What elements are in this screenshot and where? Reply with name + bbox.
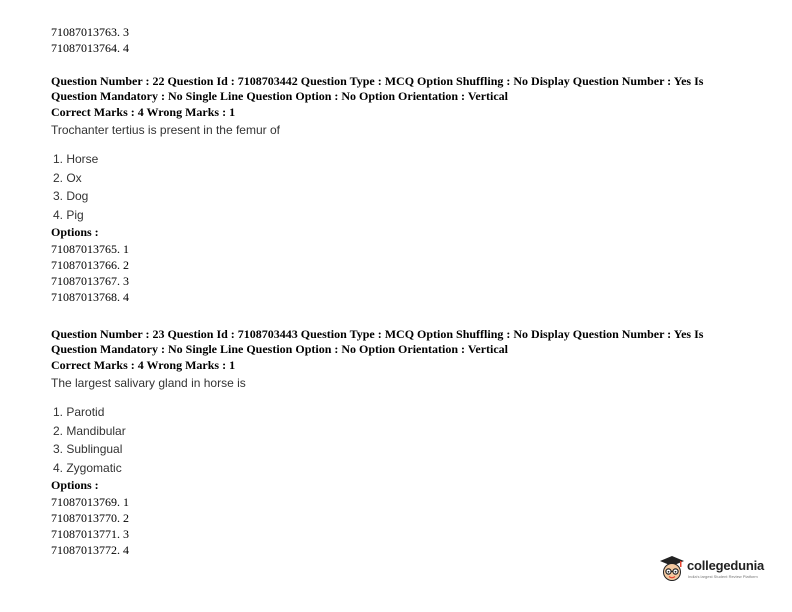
choice-item: 4. Zygomatic: [53, 460, 122, 475]
question-text: The largest salivary gland in horse is: [51, 376, 246, 390]
spacer: [51, 56, 741, 74]
option-code: 71087013768. 4: [51, 290, 129, 304]
option-code: 71087013769. 1: [51, 495, 129, 509]
question-marks: Correct Marks : 4 Wrong Marks : 1: [51, 358, 236, 372]
question-text: Trochanter tertius is present in the femur of: [51, 123, 280, 137]
logo-tagline: India's largest Student Review Platform: [688, 574, 758, 579]
option-code: 71087013772. 4: [51, 543, 129, 557]
question-header-line: Question Mandatory : No Single Line Question Option : No Option Orientation : Vertical: [51, 89, 509, 103]
choice-item: 3. Dog: [53, 189, 89, 203]
choice-list: [51, 150, 741, 224]
option-code: 71087013765. 1: [51, 242, 129, 256]
choice-item: 1. Horse: [53, 152, 99, 166]
document-page: [51, 24, 741, 558]
option-code: 71087013766. 2: [51, 258, 129, 272]
question-block: [51, 74, 741, 305]
question-header-line: Question Number : 23 Question Id : 7108703443 Question Type : MCQ Option Shuffling : No Display Question Number : Yes Is: [51, 327, 704, 341]
option-code: 71087013767. 3: [51, 274, 129, 288]
graduate-mascot-icon: [659, 555, 685, 583]
choice-list: [51, 403, 741, 477]
top-code: 71087013764. 4: [51, 41, 129, 55]
choice-item: 1. Parotid: [53, 405, 105, 419]
collegedunia-logo: [659, 555, 769, 587]
choice-item: 4. Pig: [53, 207, 84, 222]
options-label: Options :: [51, 225, 99, 239]
choice-item: 2. Mandibular: [53, 423, 126, 438]
options-label: Options :: [51, 478, 99, 492]
option-code: 71087013771. 3: [51, 527, 129, 541]
question-block: [51, 327, 741, 558]
question-marks: Correct Marks : 4 Wrong Marks : 1: [51, 105, 236, 119]
option-code: 71087013770. 2: [51, 511, 129, 525]
choice-item: 2. Ox: [53, 170, 82, 185]
top-code: 71087013763. 3: [51, 25, 129, 39]
question-header-line: Question Number : 22 Question Id : 7108703442 Question Type : MCQ Option Shuffling : No Display Question Number : Yes Is: [51, 74, 704, 88]
choice-item: 3. Sublingual: [53, 442, 123, 456]
spacer: [51, 305, 741, 327]
logo-wordmark: collegedunia: [687, 558, 765, 573]
question-header-line: Question Mandatory : No Single Line Question Option : No Option Orientation : Vertical: [51, 342, 509, 356]
